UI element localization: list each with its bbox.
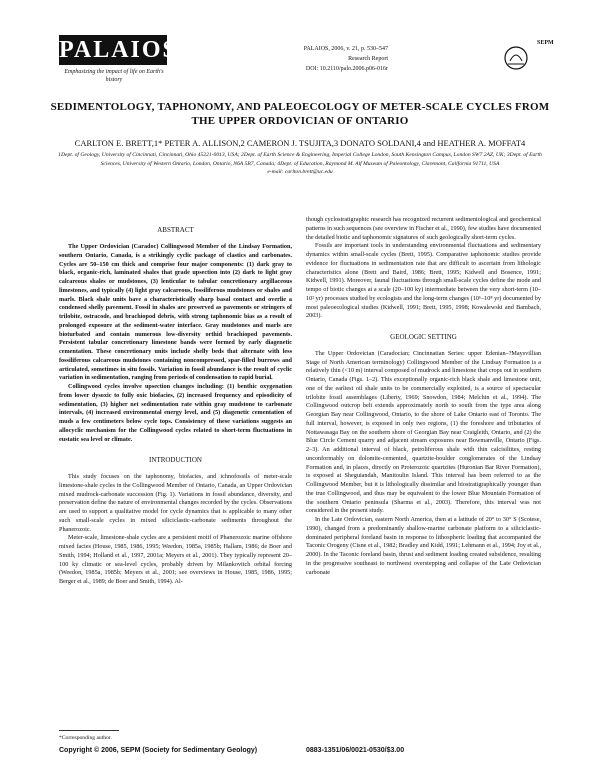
sepm-logo-icon	[502, 39, 542, 79]
footnote-divider	[59, 730, 119, 731]
email: e-mail: carlton.brett@uc.edu	[267, 169, 333, 176]
intro-paragraph: Meter-scale, limestone-shale cycles are a persistent motif of Phanerozoic marine offshore mixed facies (House, 1985, 1986, 1995; Weedon, 1985a, 1985b; Hallam, 1986; de Boer and Smith, 1994; Holland et al., 1997, 2001a; Meyers et al., 2001). They typically represent 20–100 ky climatic or sea-level cycles, probably driven by Milankovitch orbital forcing (Weedon, 1985a, 1985b; Meyers et al., 2001; see overviews in House, 1985, 1986, 1995; Berger et al., 1989; de Boer and Smith, 1994). Al-	[59, 534, 292, 585]
abstract-heading: ABSTRACT	[157, 226, 194, 234]
intro-paragraph: This study focuses on the taphonomy, biofacies, and ichnofossils of meter-scale limestone-shale cycles in the Collingwood Member of Ontario, Canada, an Upper Ordovician mixed mudrock-carbonate succession (Fig. 1). Variations in fossil abundance, diversity, and preservation define the nature of environmental changes recorded by the cycles. Observations are used to support a qualitative model for cycle dynamics that is applicable to many other such small-scale cycles in mixed siliciclastic-carbonate sediments throughout the Phanerozoic.	[59, 473, 292, 533]
article-title: SEDIMENTOLOGY, TAPHONOMY, AND PALEOECOLOGY OF METER-SCALE CYCLES FROM THE UPPER ORDOVICIAN OF ONTARIO	[50, 101, 550, 127]
issn: 0883-1351/06/0021-0530/$3.00	[306, 747, 405, 754]
introduction-heading: INTRODUCTION	[149, 456, 202, 465]
abstract-paragraph: The Upper Ordovician (Caradoc) Collingwood Member of the Lindsay Formation, southern Ontario, Canada, is a strikingly cyclic package of clastics and carbonates. Cycles are 50–150 cm thick and comprise four major components: (1) dark gray to black, organic-rich, laminated shales that grade upsection into (2) dark to light gray calcareous shales or mudstones, (3) lenticular to tabular concretionary argillaceous limestones, and typically (4) light gray calcareous, fossiliferous mudstones or shales and marls. Black shale units have a characteristically sharp basal contact and overlie a condensed shelly pavement. Fossil in shales are preserved as pavements or stringers of trilobite, ostracode, and brachiopod debris, with strong taphonomic bias as a result of prolonged exposure at the sediment-water interface. Gray mudstones and marls are bioturbated and contain numerous low-diversity orthid brachiopod pavements. Persistent tabular concretionary limestone bands were formed by early diagenetic cementation. These concretionary units include shelly beds that alternate with less fossiliferous calcareous mudstones containing noncompressed, spar-filled burrows and articulated, sometimes in situ fossils. Variation in fossil abundance is the result of cyclic variation in sedimentation, ranging from periods of condensation to rapid burial.	[59, 243, 292, 382]
body-paragraph: though cyclostratigraphic research has recognized recurrent sedimentological and geochemical patterns in such sequences (see overview in Fischer et al., 1990), few studies have documented the detailed biotic and taphonomic signatures of such geologically short-term cycles.	[306, 216, 541, 241]
copyright: Copyright © 2006, SEPM (Society for Sedimentary Geology)	[59, 747, 258, 754]
affiliations	[55, 151, 545, 177]
left-column	[59, 243, 292, 587]
journal-citation: PALAIOS, 2006, v. 21, p. 530–547	[303, 46, 388, 52]
body-paragraph: Fossils are important tools in understanding environmental fluctuations and sedimentary dynamics within small-scale cycles (Brett, 1995). Comparative taphonomic studies provide evidence for fluctuations in sedimentation rate that are difficult to ascertain from lithologic characteristics alone (Brett and Baird, 1986; Brett, 1995; Kidwell and Bosence, 1991; Kidwell, 1991). Moreover, faunal fluctuations through small-scale cycles define the mode and tempo of biotic changes at a scale (20–100 ky) intermediate between the very short-term (10–10² yr) processes studied by ecologists and the long-term changes (10⁶–10⁸ yr) documented by most paleoecological studies (Kidwell, 1991; Brett, 1995, 1998; Kowalewski and Bambach, 2003).	[306, 242, 541, 320]
affiliation-text: 1Dept. of Geology, University of Cincinnati, Cincinnati, Ohio 45221-0013, USA; 2Dept. of Earth Science & Engineering, Imperial College London, South Kensington Campus, London SW7 2AZ, UK; 3Dept. of Earth Sciences, University of Western Ontario, London, Ontario, N6A 5B7, Canada; 4Dept. of Education, Raymond M. Alf Museum of Paleontology, Claremont, California 91711, USA	[58, 152, 542, 167]
right-column	[306, 216, 541, 577]
geologic-setting-heading: GEOLOGIC SETTING	[390, 333, 457, 341]
logo-tagline: Emphasizing the impact of life on Earth's history	[64, 69, 164, 83]
doi: DOI: 10.2110/palo.2006.p06-016r	[305, 66, 388, 72]
article-type: Research Report	[348, 56, 388, 62]
body-paragraph: The Upper Ordovician (Caradocian; Cincinnatian Series: upper Edenian–?Maysvillian Stage of North American terminology) Collingwood Member of the Lindsay Formation is a relatively thin (<10 m) interval composed of mudrock and limestone that crops out in southern Ontario, Canada (Figs. 1–2). This exceptionally organic-rich black shale and limestone unit, one of the earliest oil shale units to be commercially exploited, is a source of spectacular trilobite fossil assemblages (Liberty, 1969; Snowdon, 1984; Melchin et al., 1994). The Collingwood outcrop belt extends approximately north to south from the type area along Georgian Bay near Collingwood, Ontario, to the shore of Lake Ontario east of Toronto. The full interval, however, is exposed in only two regions, (1) the foreshore and tributaries of Nottawasaga Bay on the southern shore of Georgian Bay near Craigleith, Ontario, and (2) the Blue Circle Cement quarry and adjacent stream exposures near Bowmanville, Ontario (Figs. 2–3). An additional interval of black, petroliferous shale with thin calcisiltites, resting unconformably on dolomite-cemented, quartzite-boulder conglomerates of the Lindsay Formation and, in places, directly on Proterozoic quartzites (Huronian Bar River Formation), is exposed at Sheguiandah, Manitoulin Island. This interval has been referred to as the Collingwood Member, but it is lithologically dissimilar and biostratigraphically younger than the true Collingwood, and thus may be equivalent to the lower Blue Mountain Formation of the southern Ontario peninsula (Sharma et al., 2003). Therefore, this interval was not considered in the present study.	[306, 349, 541, 515]
abstract-paragraph: Collingwood cycles involve upsection changes including: (1) benthic oxygenation from lower dysoxic to fully oxic biofacies, (2) increased frequency and episodicity of sedimentation, (3) higher net sedimentation rate within gray mudstone to carbonate intervals, (4) increased environmental energy level, and (5) diagenetic cementation of muds a few centimeters below cycle tops. Consistency of these variations suggests an allocyclic mechanism for the Collingwood cycles related to short-term fluctuations in eustatic sea level or climate.	[59, 383, 292, 443]
palaios-logo: PALAIOS	[59, 37, 178, 63]
authors: CARLTON E. BRETT,1* PETER A. ALLISON,2 CAMERON J. TSUJITA,3 DONATO SOLDANI,4 and HEATHER A. MOFFAT4	[74, 138, 526, 148]
sepm-label: SEPM	[537, 40, 554, 46]
footnote: *Corresponding author.	[59, 735, 112, 741]
body-paragraph: In the Late Ordovician, eastern North America, then at a latitude of 20° to 30° S (Scotese, 1990), changed from a predominantly shallow-marine carbonate platform to a siliciclastic-dominated peripheral foreland basin in response to lithospheric loading that accompanied the Taconic Orogeny (Cisne et al., 1982; Bradley and Kidd, 1991; Lehmann et al., 1994; Joy et al., 2000). In the Taconic foreland basin, thrust and sediment loading created subsidence, resulting in the progressive southeast to northwest overstepping and collapse of the Late Ordovician carbonate	[306, 516, 541, 576]
journal-info	[233, 44, 388, 74]
